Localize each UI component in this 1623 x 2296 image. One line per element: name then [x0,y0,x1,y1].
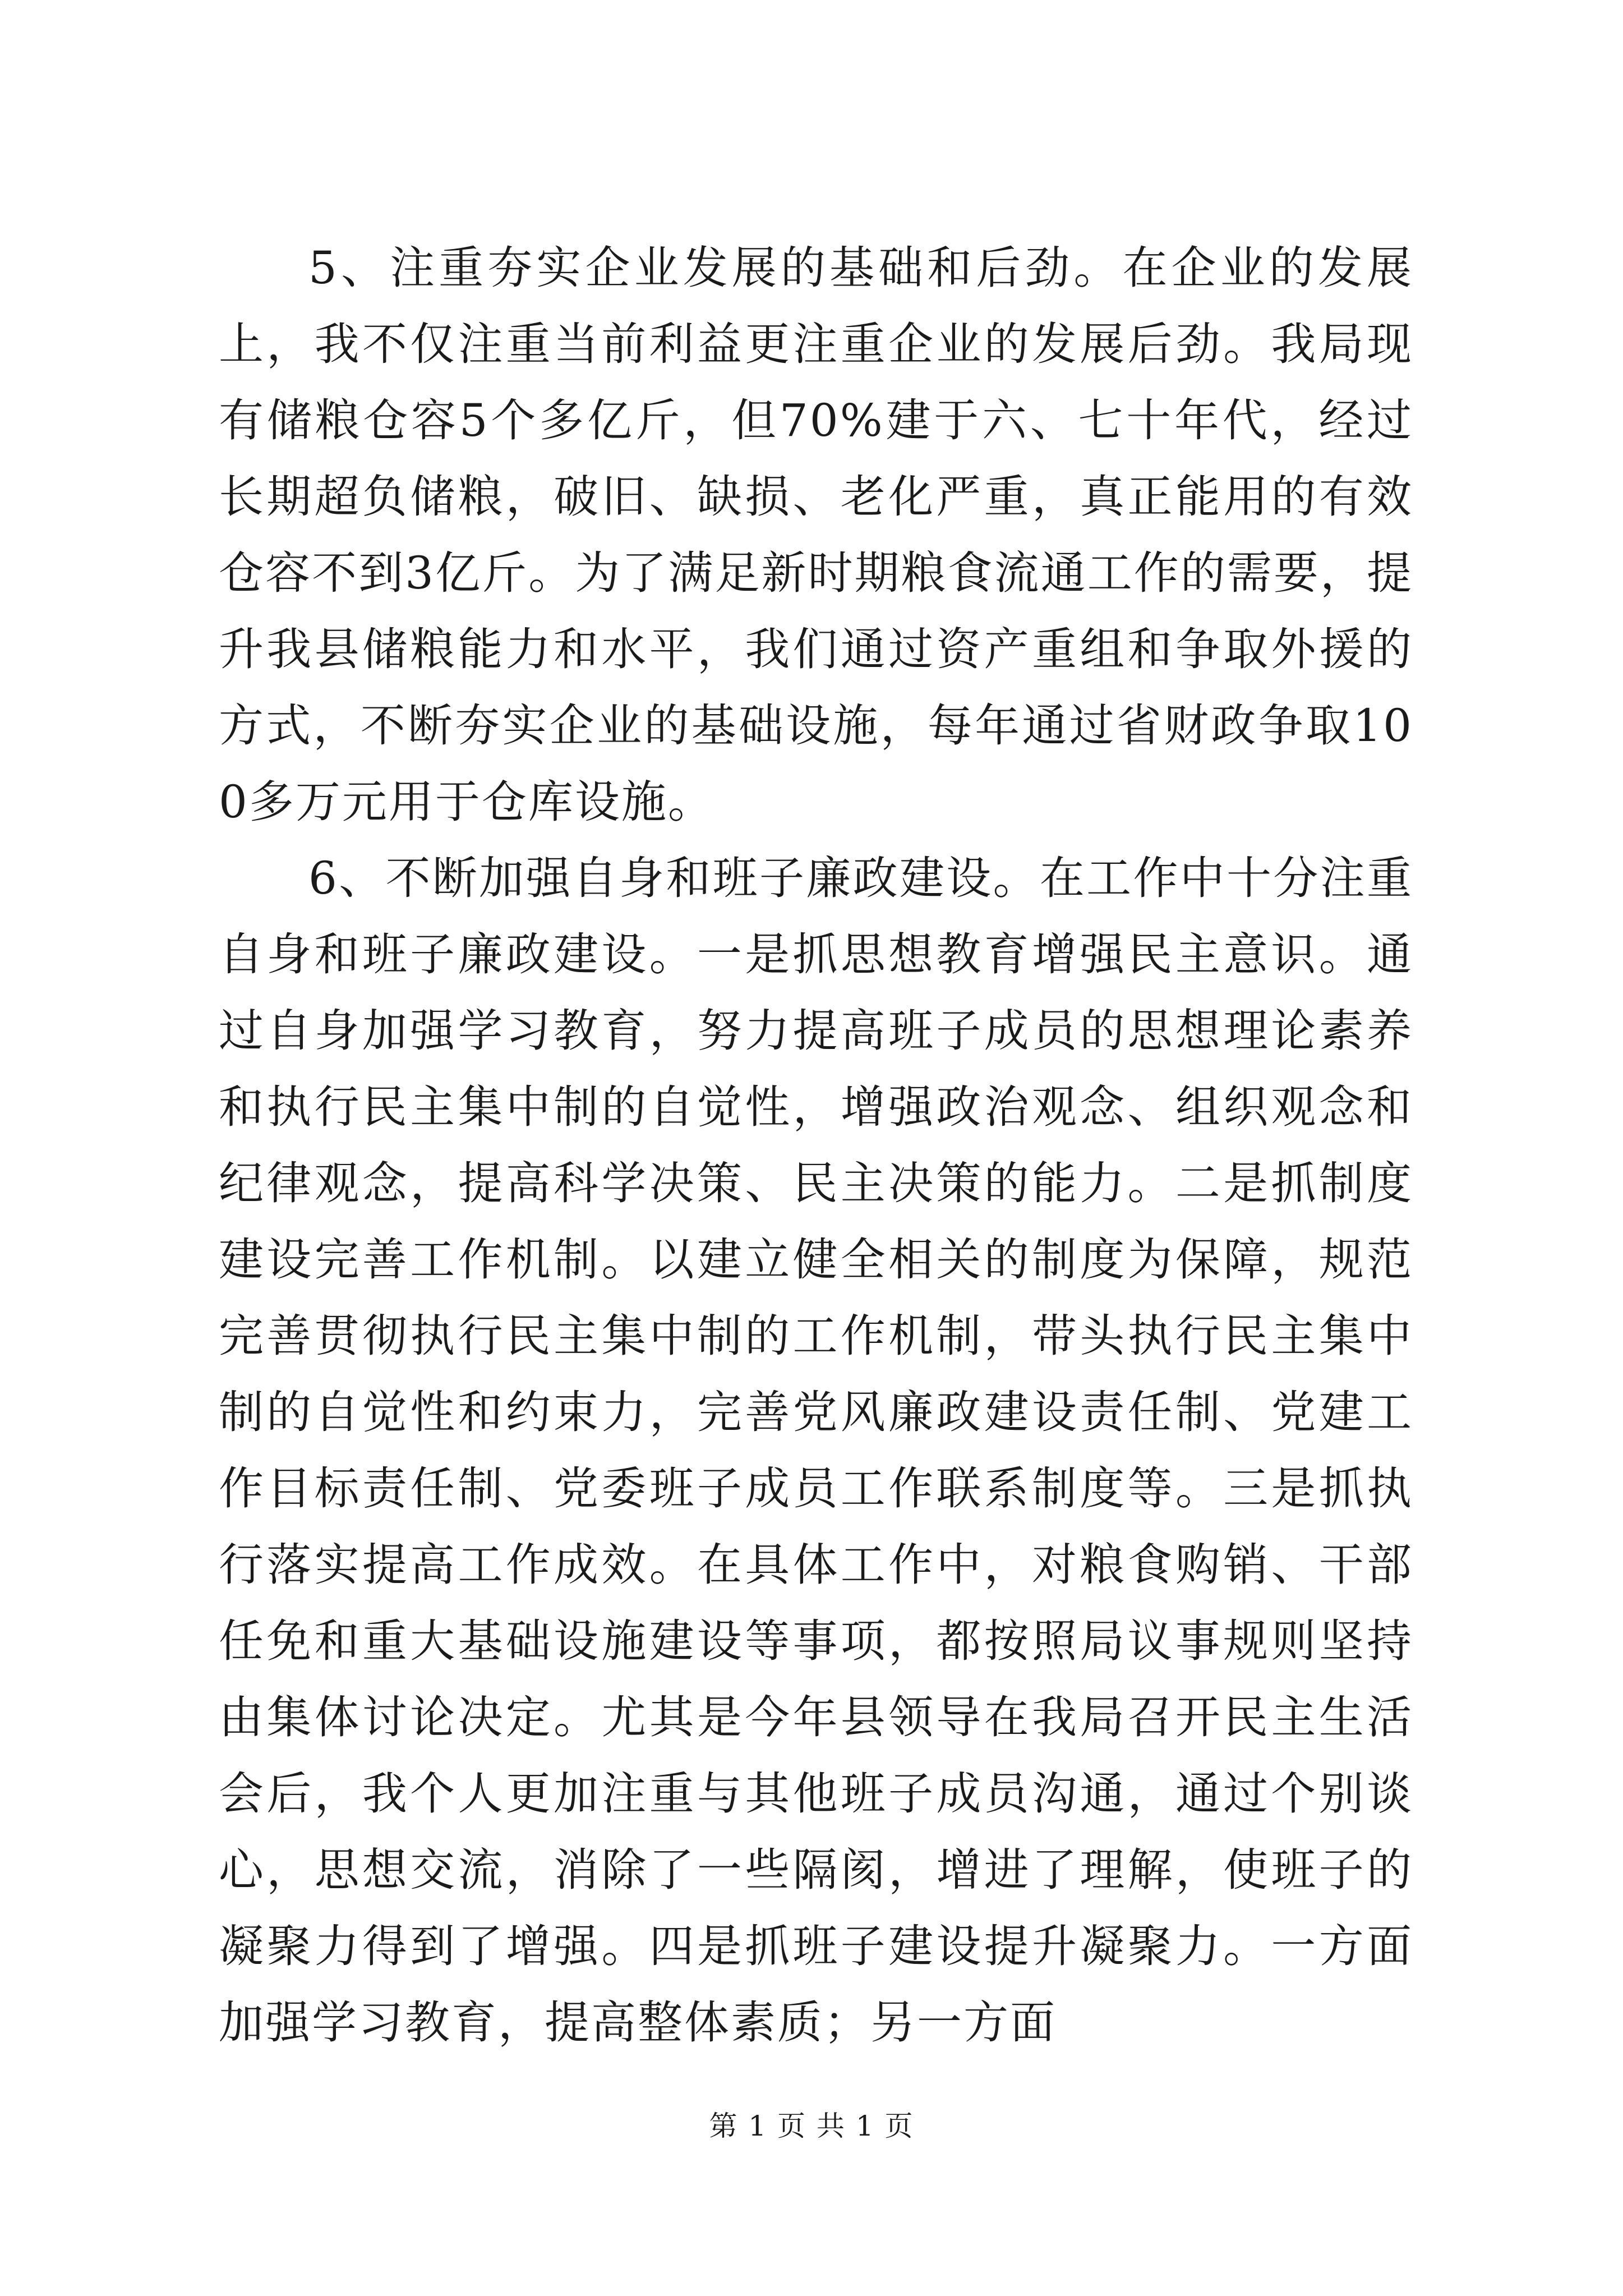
document-body [219,230,1413,2061]
page-footer: 第 1 页 共 1 页 [709,2110,914,2142]
paragraph-6: 6、不断加强自身和班子廉政建设。在工作中十分注重自身和班子廉政建设。一是抓思想教育增强民主意识。通过自身加强学习教育，努力提高班子成员的思想理论素养和执行民主集中制的自觉性，增强政治观念、组织观念和纪律观念，提高科学决策、民主决策的能力。二是抓制度建设完善工作机制。以建立健全相关的制度为保障，规范完善贯彻执行民主集中制的工作机制，带头执行民主集中制的自觉性和约束力，完善党风廉政建设责任制、党建工作目标责任制、党委班子成员工作联系制度等。三是抓执行落实提高工作成效。在具体工作中，对粮食购销、干部任免和重大基础设施建设等事项，都按照局议事规则坚持由集体讨论决定。尤其是今年县领导在我局召开民主生活会后，我个人更加注重与其他班子成员沟通，通过个别谈心，思想交流，消除了一些隔阂，增进了理解，使班子的凝聚力得到了增强。四是抓班子建设提升凝聚力。一方面加强学习教育，提高整体素质；另一方面 [219,852,1413,2049]
paragraph-5: 5、注重夯实企业发展的基础和后劲。在企业的发展上，我不仅注重当前利益更注重企业的发展后劲。我局现有储粮仓容5个多亿斤，但70%建于六、七十年代，经过长期超负储粮，破旧、缺损、老化严重，真正能用的有效仓容不到3亿斤。为了满足新时期粮食流通工作的需要，提升我县储粮能力和水平，我们通过资产重组和争取外援的方式，不断夯实企业的基础设施，每年通过省财政争取100多万元用于仓库设施。 [219,242,1413,828]
